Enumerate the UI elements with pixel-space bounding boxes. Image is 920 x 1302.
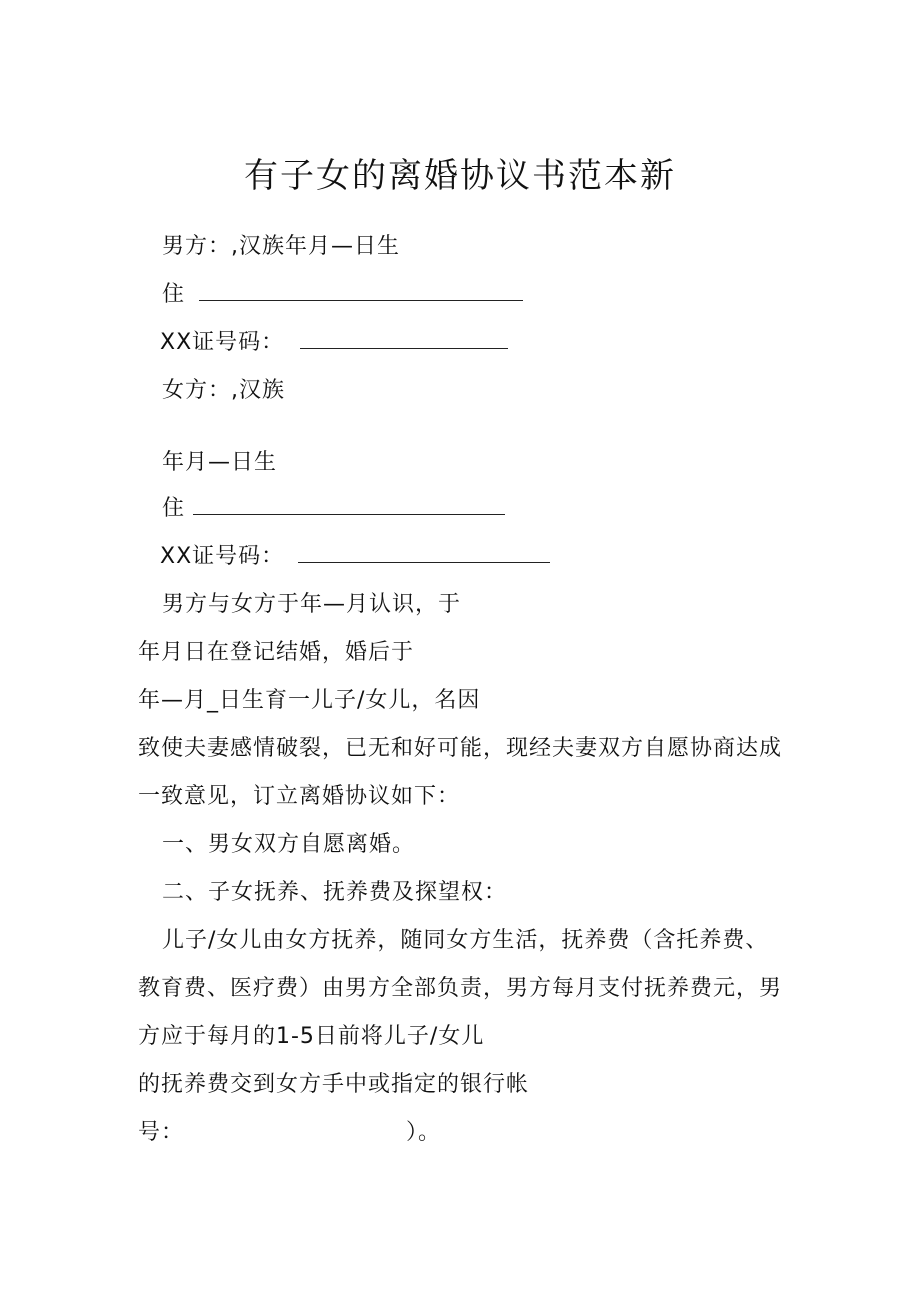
wife-info: 女方：,汉族 xyxy=(162,378,285,403)
account-end: ）。 xyxy=(406,1120,442,1145)
clause2-line3: 方应于每月的1-5日前将儿子/女儿 xyxy=(138,1024,485,1049)
clause2-line5 xyxy=(138,1118,441,1148)
wife-id-label: XX证号码： xyxy=(160,544,285,569)
husband-id-row xyxy=(160,328,508,358)
clause1: 一、男女双方自愿离婚。 xyxy=(162,832,416,857)
para1-line1: 男方与女方于年—月认识，于 xyxy=(162,592,462,617)
husband-address-label: 住 xyxy=(162,282,186,307)
wife-birth: 年月—日生 xyxy=(162,450,278,475)
clause2-line4: 的抚养费交到女方手中或指定的银行帐 xyxy=(138,1072,530,1097)
para1-line2: 年月日在登记结婚，婚后于 xyxy=(138,640,415,665)
wife-id-row xyxy=(160,542,550,572)
para1-line3: 年—月_日生育一儿子/女儿，名因 xyxy=(138,688,481,713)
para1-line5: 一致意见，订立离婚协议如下： xyxy=(138,784,461,809)
husband-id-label: XX证号码： xyxy=(160,330,285,355)
husband-id-blank xyxy=(300,328,508,349)
clause2-heading: 二、子女抚养、抚养费及探望权： xyxy=(162,880,508,905)
wife-id-blank xyxy=(298,542,550,563)
document-title: 有子女的离婚协议书范本新 xyxy=(244,156,676,196)
clause2-line1: 儿子/女儿由女方抚养，随同女方生活，抚养费（含托养费、 xyxy=(162,928,769,953)
para1-line4: 致使夫妻感情破裂，已无和好可能，现经夫妻双方自愿协商达成 xyxy=(138,736,783,761)
wife-address-label: 住 xyxy=(162,496,186,521)
clause2-line2: 教育费、医疗费）由男方全部负责，男方每月支付抚养费元，男 xyxy=(138,976,783,1001)
husband-address-row xyxy=(162,280,523,310)
wife-address-row xyxy=(162,494,505,524)
husband-address-blank xyxy=(199,280,523,301)
husband-info: 男方：,汉族年月—日生 xyxy=(162,234,400,259)
wife-address-blank xyxy=(193,494,505,515)
account-label: 号： xyxy=(138,1120,185,1145)
